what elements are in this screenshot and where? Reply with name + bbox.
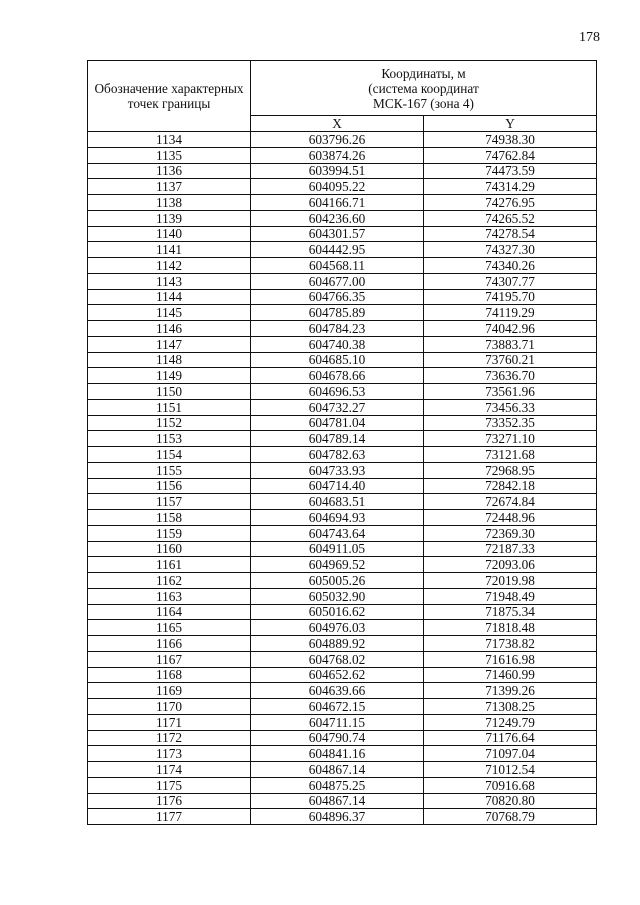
table-row (88, 336, 597, 352)
y-coordinate-cell: 71738.82 (424, 636, 597, 652)
table-row (88, 462, 597, 478)
y-coordinate-cell: 72968.95 (424, 462, 597, 478)
table-row (88, 431, 597, 447)
point-id-cell: 1168 (88, 667, 251, 683)
table-row (88, 242, 597, 258)
point-id-cell: 1135 (88, 147, 251, 163)
y-coordinate-cell: 71948.49 (424, 588, 597, 604)
point-id-cell: 1172 (88, 730, 251, 746)
x-coordinate-cell: 604696.53 (251, 384, 424, 400)
y-coordinate-cell: 74276.95 (424, 195, 597, 211)
y-coordinate-cell: 73883.71 (424, 336, 597, 352)
x-coordinate-cell: 604867.14 (251, 793, 424, 809)
point-id-cell: 1161 (88, 557, 251, 573)
point-id-cell: 1146 (88, 321, 251, 337)
table-header (88, 61, 597, 132)
table-row (88, 305, 597, 321)
x-coordinate-cell: 604781.04 (251, 415, 424, 431)
point-id-cell: 1152 (88, 415, 251, 431)
x-coordinate-cell: 604733.93 (251, 462, 424, 478)
point-id-cell: 1170 (88, 699, 251, 715)
point-id-cell: 1151 (88, 399, 251, 415)
y-coordinate-cell: 73636.70 (424, 368, 597, 384)
x-coordinate-cell: 604768.02 (251, 651, 424, 667)
y-coordinate-cell: 70768.79 (424, 809, 597, 825)
coordinates-header-line-3: МСК-167 (зона 4) (373, 95, 474, 111)
point-id-cell: 1169 (88, 683, 251, 699)
point-id-cell: 1155 (88, 462, 251, 478)
x-column-header: X (251, 116, 424, 132)
point-id-cell: 1149 (88, 368, 251, 384)
table-row (88, 368, 597, 384)
point-id-cell: 1165 (88, 620, 251, 636)
table-row (88, 777, 597, 793)
y-coordinate-cell: 74340.26 (424, 258, 597, 274)
y-coordinate-cell: 71616.98 (424, 651, 597, 667)
table-row (88, 321, 597, 337)
y-coordinate-cell: 73121.68 (424, 447, 597, 463)
y-coordinate-cell: 71818.48 (424, 620, 597, 636)
table-row (88, 384, 597, 400)
y-coordinate-cell: 72019.98 (424, 573, 597, 589)
point-id-cell: 1140 (88, 226, 251, 242)
table-row (88, 809, 597, 825)
y-coordinate-cell: 72369.30 (424, 525, 597, 541)
point-id-cell: 1154 (88, 447, 251, 463)
table-row (88, 273, 597, 289)
x-coordinate-cell: 604301.57 (251, 226, 424, 242)
table-row (88, 714, 597, 730)
table-row (88, 683, 597, 699)
y-column-header: Y (424, 116, 597, 132)
y-coordinate-cell: 74265.52 (424, 210, 597, 226)
table-row (88, 352, 597, 368)
x-coordinate-cell: 605005.26 (251, 573, 424, 589)
point-id-cell: 1143 (88, 273, 251, 289)
table-row (88, 651, 597, 667)
y-coordinate-cell: 74314.29 (424, 179, 597, 195)
table-row (88, 620, 597, 636)
y-coordinate-cell: 71097.04 (424, 746, 597, 762)
point-id-cell: 1175 (88, 777, 251, 793)
x-coordinate-cell: 604672.15 (251, 699, 424, 715)
table-row (88, 258, 597, 274)
table-row (88, 541, 597, 557)
x-coordinate-cell: 604095.22 (251, 179, 424, 195)
x-coordinate-cell: 603874.26 (251, 147, 424, 163)
x-coordinate-cell: 604743.64 (251, 525, 424, 541)
table-row (88, 793, 597, 809)
table-row (88, 510, 597, 526)
x-coordinate-cell: 604568.11 (251, 258, 424, 274)
point-id-cell: 1160 (88, 541, 251, 557)
coordinates-table (87, 60, 597, 825)
y-coordinate-cell: 74327.30 (424, 242, 597, 258)
x-coordinate-cell: 604969.52 (251, 557, 424, 573)
y-coordinate-cell: 74938.30 (424, 132, 597, 148)
point-id-cell: 1142 (88, 258, 251, 274)
point-id-cell: 1134 (88, 132, 251, 148)
x-coordinate-cell: 604683.51 (251, 494, 424, 510)
table-row (88, 415, 597, 431)
x-coordinate-cell: 604889.92 (251, 636, 424, 652)
y-coordinate-cell: 71875.34 (424, 604, 597, 620)
point-id-cell: 1139 (88, 210, 251, 226)
coordinates-header-line-2: (система координат (368, 80, 479, 96)
table-row (88, 494, 597, 510)
point-id-cell: 1176 (88, 793, 251, 809)
point-id-cell: 1153 (88, 431, 251, 447)
y-coordinate-cell: 71249.79 (424, 714, 597, 730)
x-coordinate-cell: 604790.74 (251, 730, 424, 746)
table-row (88, 399, 597, 415)
point-id-cell: 1147 (88, 336, 251, 352)
x-coordinate-cell: 604652.62 (251, 667, 424, 683)
table-row (88, 699, 597, 715)
x-coordinate-cell: 603994.51 (251, 163, 424, 179)
point-id-cell: 1141 (88, 242, 251, 258)
table-row (88, 478, 597, 494)
x-coordinate-cell: 604785.89 (251, 305, 424, 321)
y-coordinate-cell: 71012.54 (424, 762, 597, 778)
y-coordinate-cell: 72674.84 (424, 494, 597, 510)
x-coordinate-cell: 604236.60 (251, 210, 424, 226)
point-id-cell: 1162 (88, 573, 251, 589)
y-coordinate-cell: 71176.64 (424, 730, 597, 746)
y-coordinate-cell: 73352.35 (424, 415, 597, 431)
y-coordinate-cell: 74119.29 (424, 305, 597, 321)
y-coordinate-cell: 73760.21 (424, 352, 597, 368)
point-column-header: Обозначение характерных точек границы (88, 61, 251, 132)
x-coordinate-cell: 604784.23 (251, 321, 424, 337)
x-coordinate-cell: 604841.16 (251, 746, 424, 762)
table-row (88, 557, 597, 573)
x-coordinate-cell: 604896.37 (251, 809, 424, 825)
table-body (88, 132, 597, 825)
table-row (88, 147, 597, 163)
y-coordinate-cell: 74762.84 (424, 147, 597, 163)
coordinates-column-header (251, 61, 597, 116)
x-coordinate-cell: 604875.25 (251, 777, 424, 793)
table-row (88, 289, 597, 305)
table-row (88, 636, 597, 652)
x-coordinate-cell: 604166.71 (251, 195, 424, 211)
coordinates-header-line-1: Координаты, м (381, 65, 466, 81)
page-number: 178 (579, 30, 600, 45)
table-row (88, 179, 597, 195)
y-coordinate-cell: 72448.96 (424, 510, 597, 526)
y-coordinate-cell: 74307.77 (424, 273, 597, 289)
y-coordinate-cell: 71308.25 (424, 699, 597, 715)
point-id-cell: 1148 (88, 352, 251, 368)
table-row (88, 604, 597, 620)
point-id-cell: 1138 (88, 195, 251, 211)
x-coordinate-cell: 604677.00 (251, 273, 424, 289)
x-coordinate-cell: 604766.35 (251, 289, 424, 305)
y-coordinate-cell: 73271.10 (424, 431, 597, 447)
x-coordinate-cell: 604789.14 (251, 431, 424, 447)
x-coordinate-cell: 604711.15 (251, 714, 424, 730)
y-coordinate-cell: 74473.59 (424, 163, 597, 179)
y-coordinate-cell: 71460.99 (424, 667, 597, 683)
x-coordinate-cell: 604732.27 (251, 399, 424, 415)
y-coordinate-cell: 72093.06 (424, 557, 597, 573)
point-id-cell: 1157 (88, 494, 251, 510)
table-row (88, 195, 597, 211)
point-id-cell: 1145 (88, 305, 251, 321)
point-id-cell: 1156 (88, 478, 251, 494)
point-id-cell: 1136 (88, 163, 251, 179)
x-coordinate-cell: 604442.95 (251, 242, 424, 258)
point-id-cell: 1171 (88, 714, 251, 730)
table-row (88, 226, 597, 242)
y-coordinate-cell: 70916.68 (424, 777, 597, 793)
table-row (88, 667, 597, 683)
x-coordinate-cell: 605032.90 (251, 588, 424, 604)
point-id-cell: 1144 (88, 289, 251, 305)
y-coordinate-cell: 70820.80 (424, 793, 597, 809)
table-row (88, 746, 597, 762)
y-coordinate-cell: 72187.33 (424, 541, 597, 557)
table-row (88, 573, 597, 589)
x-coordinate-cell: 604694.93 (251, 510, 424, 526)
point-id-cell: 1137 (88, 179, 251, 195)
y-coordinate-cell: 74278.54 (424, 226, 597, 242)
x-coordinate-cell: 604976.03 (251, 620, 424, 636)
y-coordinate-cell: 72842.18 (424, 478, 597, 494)
y-coordinate-cell: 74195.70 (424, 289, 597, 305)
y-coordinate-cell: 74042.96 (424, 321, 597, 337)
point-id-cell: 1173 (88, 746, 251, 762)
point-id-cell: 1159 (88, 525, 251, 541)
point-id-cell: 1167 (88, 651, 251, 667)
point-id-cell: 1174 (88, 762, 251, 778)
table-row (88, 762, 597, 778)
point-id-cell: 1158 (88, 510, 251, 526)
table-row (88, 525, 597, 541)
table-row (88, 588, 597, 604)
table-row (88, 132, 597, 148)
y-coordinate-cell: 73561.96 (424, 384, 597, 400)
x-coordinate-cell: 604867.14 (251, 762, 424, 778)
point-id-cell: 1150 (88, 384, 251, 400)
y-coordinate-cell: 73456.33 (424, 399, 597, 415)
x-coordinate-cell: 604678.66 (251, 368, 424, 384)
table-row (88, 210, 597, 226)
table-row (88, 447, 597, 463)
table-row (88, 730, 597, 746)
point-id-cell: 1164 (88, 604, 251, 620)
x-coordinate-cell: 604911.05 (251, 541, 424, 557)
x-coordinate-cell: 605016.62 (251, 604, 424, 620)
x-coordinate-cell: 603796.26 (251, 132, 424, 148)
x-coordinate-cell: 604685.10 (251, 352, 424, 368)
point-id-cell: 1163 (88, 588, 251, 604)
point-id-cell: 1177 (88, 809, 251, 825)
x-coordinate-cell: 604782.63 (251, 447, 424, 463)
point-id-cell: 1166 (88, 636, 251, 652)
table-row (88, 163, 597, 179)
x-coordinate-cell: 604714.40 (251, 478, 424, 494)
x-coordinate-cell: 604740.38 (251, 336, 424, 352)
y-coordinate-cell: 71399.26 (424, 683, 597, 699)
x-coordinate-cell: 604639.66 (251, 683, 424, 699)
